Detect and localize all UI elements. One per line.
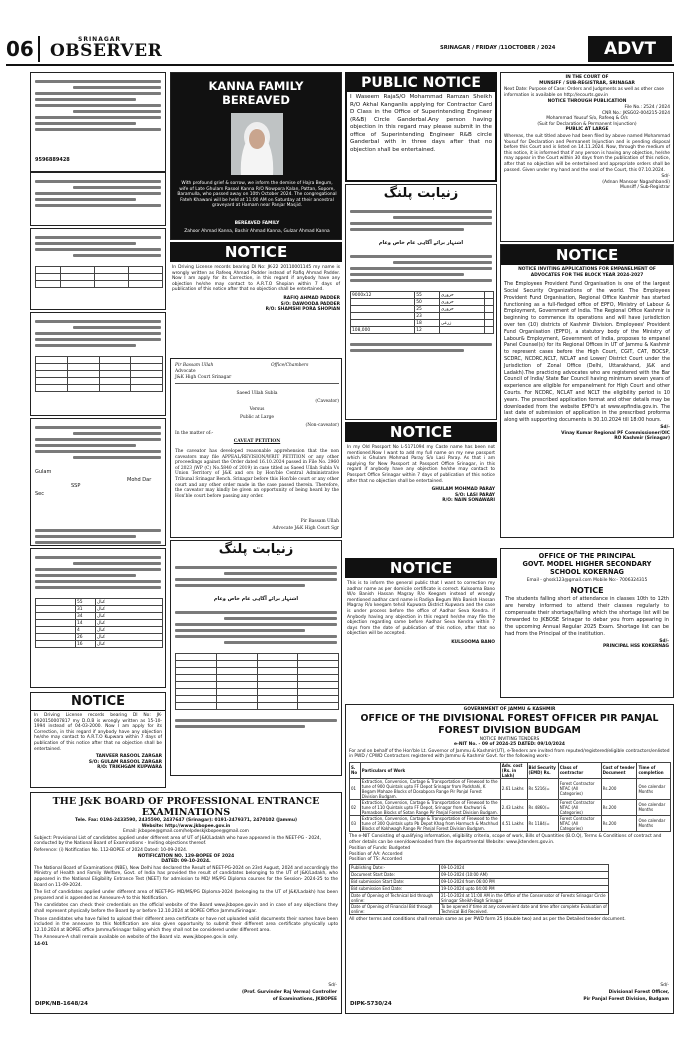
bopee-sign-sd: Sd/- — [328, 983, 337, 988]
file-number: File No.: 2524 / 2024 — [624, 104, 670, 110]
urdu-ad-4-table — [35, 356, 163, 392]
logo-city: SRINAGAR — [78, 36, 122, 43]
public-notice-title: PUBLIC NOTICE — [347, 74, 495, 92]
epfo-subtitle: NOTICE INVITING APPLICATIONS FOR EMPANELMENT OF ADVOCATES FOR THE BLOCK YEAR 2024-2027 — [518, 267, 656, 278]
urdu-ad-4 — [30, 312, 166, 416]
urdu-land-ad — [30, 548, 166, 688]
versus: Versus — [249, 407, 265, 412]
urdu-subhead: اشتہار برائے آگاہی عام خاص وعام — [213, 596, 299, 602]
notice-title: NOTICE — [345, 558, 497, 578]
driving-license-notice — [170, 242, 342, 354]
urdu-ad-1 — [30, 72, 166, 172]
applicant: Mohammad Yousuf S/o, Rafeeq & O/s — [546, 116, 628, 122]
notice-sign-name: TANVEER RASOOL ZARGAR — [95, 754, 162, 760]
court-notice-heading: NOTICE THROUGH PUBLICATION — [547, 99, 627, 105]
inline-sec: Sec — [35, 491, 44, 497]
epfo-sign-office: RO Kashmir (Srinagar) — [614, 436, 670, 442]
bopee-subject: Subject: Provisional List of candidates applied under different area of UT of J&K/Ladakh who have appeared in the NEET-PG - 2024, conducted by the National Board of Examinations - Inviting objections thereof. — [34, 835, 322, 847]
forest-tender-notice — [345, 704, 674, 1014]
school-notice-title: NOTICE — [570, 585, 604, 595]
court-sign-sd: Sd/- — [661, 174, 670, 180]
caveat-body: The caveator has developed reasonable apprehension that the non caveators may file APPEAL/REVISION/WRIT PETITION or any other proceedings against the Order dated 16.10.2024 passed in File No. 2960 of 2023 (WP (C) No.5840 of 2019) in case titled as Saeed Ullah Subla Vs Union Territory of J&K and ors by Hon'ble Central Administrative Tribunal Srinagar Bench. Srinagar before this Hon'ble court or any other court and any other order made in the case passed therein. Therefore, the caveator may kindly be given an opportunity of being heard by the Hon'ble court before passing any order. — [175, 449, 339, 499]
urdu-land-notice-2 — [170, 540, 342, 776]
caveat-heading: CAVEAT PETITION — [233, 439, 281, 444]
office-chambers: Office/Chambers — [271, 363, 309, 368]
urdu-ad-2 — [30, 172, 166, 226]
forest-dipk-code: DIPK-5730/24 — [350, 1001, 392, 1007]
forest-ts: Position of TS: Accorded — [349, 857, 402, 863]
bopee-reference: Reference: (i) Notification No. 112-BOPEE of 2024 Dated: 10-09-2024. — [34, 847, 188, 853]
aadhar-notice — [345, 558, 497, 694]
forest-funds: Position of Funds: Budgeted — [349, 846, 411, 852]
forest-title-2: FOREST DIVISION BUDGAM — [438, 724, 581, 736]
urdu-land-table-1: 9000x12 55 حروری 50 حروری 25 حروری 23 18 زرعی 108,000 12 — [350, 291, 494, 334]
bopee-ref-no: 14-01 — [34, 941, 49, 947]
forest-tender-table: S. No Particulars of Work Adv. cost (Rs. in Lakh) Bid Security (EMD) Rs. Class of contractor Cost of tender Document Time of completion 01 Extraction, Conversion, Cartage & Transportation of Firewood to the tune of 900 Quintals upto FF Depot Srinagar from Padshahi, K Begam Mahaze Blocks of Dosabpora Range Pir Panjal Forest Division Budgam. 2.61 Lakhs Rs 5216/= Forest Contractor NTAC (All Categories) Rs.200 One calendar Months 02 Extraction, Conversion, Cartage & Transportation of Firewood to the tune of 110 Quintals upto FF Depot, Srinagar from Kachwari & Pamasbon Blocks of Sotan Range Pir Panjal Forest Division Budgam. 2.43 Lakhs Rs 4860/= Forest Contractor NTAC (All Categories) Rs.200 One calendar Months 03 Extraction, Conversion, Cartage & Transportation of Firewood to the tune of 300 Quintals upto Pb Depot Khag from Harmuch & Machhud Blocks of Kokhwagh Range Pir Panjal Forest Division Budgam. 4.51 Lakhs Rs 1184/= Forest Contractor NTAC (All Categories) Rs.200 One calendar Months — [349, 762, 671, 832]
notice-body: This is to inform the general public that I want to correction my aadhar name as per domicile certificate is correct. Kulsooma Bano W/o Banish Hassan Magray R/o Keegam instead of wrongly mentioned aadhar card name is Radiya Begum W/o Banish Hassan Magray R/o keegam tehsil Kupwara District Kupwara and the case is under process before the office of Aadhar Seva Kendra. if Anybody having any objection in this regard he/she may file the objection regarding same before Aadhar Seva Kendra within 7 days from the date of publication of this notice, after that no objection will be accepted. — [347, 581, 495, 637]
epfo-sign-sd: Sd/- — [660, 424, 670, 430]
munsiff-court-notice — [500, 72, 674, 242]
advocate-court: J&K High Court Srinagar — [175, 375, 232, 380]
caveator-name: Saeed Ullah Subla — [236, 391, 278, 396]
school-head-1: OFFICE OF THE PRINCIPAL — [538, 552, 636, 560]
court-body: Whereas, the suit titled above had been filed by above named Mohammad Yousuf for Declaration and Permanent Injunction and is pending disposal before this Court and is listed on 14.11.2024. Now, through the medium of this notice, it is informed that if any person is having any objection, he/she may appear in the Court within 30 days from the publication of this notice, after that no objection will be entertained and appropriate orders shall be passed. Given under my hand and the seal of the Court, this 07.10.2024. — [504, 133, 670, 173]
court-sign-title: Munsiff / Sub-Registrar — [620, 185, 670, 191]
cnr-number: CNR No.: JKSG02-004215-2024 — [601, 110, 670, 116]
notice-body: In Driving License records bearing DI No: JK-22 20110001145 my name is wrongly written as Rafeeq Ahmad Padder instead of Rafiq Ahmad Padder. Now I am apply for its Correction, in this regard if anybody have any objection he/she may contact to A.R.T.O Shopian within 7 days of publication of this notice after that no objection shall be entertained. — [172, 265, 340, 293]
inline-ssp: SSP — [71, 483, 81, 489]
obituary-body: With profound grief & sorrow, we inform the demise of Hajra Begum, wife of Late Ghulam Rasool Kanna R/O Nowpora Kalan, Pattan, Sopore, Baramulla, who passed away on 10th October 2024. The congregational Fateh Khawani will be held at 11:00 AM on Saturday at their ancestral graveyard at Hamam near Panjar Masjid. — [177, 181, 337, 209]
obituary-title-1: KANNA FAMILY — [208, 79, 304, 93]
dateline: SRINAGAR / FRIDAY /11OCTOBER / 2024 — [440, 45, 556, 51]
obituary-label: BEREAVED FAMILY — [234, 221, 280, 226]
bopee-sign-name: (Prof. Gurvinder Raj Verma) Controller — [241, 990, 337, 995]
bopee-title: THE J&K BOARD OF PROFESSIONAL ENTRANCE EXAMINATIONS — [52, 796, 320, 818]
notice-sign-name: GHULAM MOHMAD PARAY — [431, 487, 495, 493]
bopee-notif-no: NOTIFICATION NO. 129-BOPEE OF 2024 — [137, 853, 235, 859]
notice-sign-parent: S/O: LASI PARAY — [454, 492, 495, 498]
urdu-land-table: 55 کنال 31 کنال 34 کنال 14 کنال 4 کنال 26 کنال 16 کنال — [35, 598, 163, 648]
school-notice — [500, 548, 674, 698]
respondent-role: (Non-caveator) — [305, 423, 339, 428]
court-title-2: MUNSIFF / SUB-REGISTRAR, SRINAGAR — [539, 80, 635, 86]
notice-sign-name: KULSOOMA BANO — [451, 639, 495, 645]
notice-sign-address: R/O: TRIKHGAM KUPWARA — [97, 765, 162, 771]
school-sign-name: PRINCIPAL HSS KOKERNAG — [602, 644, 669, 650]
notice-sign-name: RAFIQ AHMAD PADDER — [283, 295, 340, 301]
urdu-ad-3 — [30, 228, 166, 310]
notice-sign-parent: S/O: DAWOODA PADDER — [280, 301, 340, 307]
forest-note: All other terms and conditions shall remain same as per PWD form 25 (double two) and as per the Detailed tender document. — [349, 916, 626, 922]
suit-type: (Suit for Declaration & Permanent Injunction) — [537, 121, 637, 127]
caveat-sign-name: Pir Bassam Ullah — [300, 519, 339, 524]
bopee-sign-title: of Examinations, JKBOPEE — [272, 997, 337, 1002]
public-notice — [345, 72, 497, 182]
forest-dates-table: Publishing Date:- 09-10-2024 Document Start Date: 09-10-2024 (10:00 AM) Bid submission Start Date: 09-10-2024 from 06:00 PM Bid submission End Date: 19-10-2024 upto 04:00 PM Date of Opening of Technical bid through online: 21-10-2024 at 11:00 AM in the Office of the Conservator of Forests Srinagar Circle Srinagar Sheikh-Bagh Srinagar Date of Opening of Financial Bid through online: To be opened if time at any convenient date and time after complete Evaluation of Technical Bid Received. — [351, 865, 607, 914]
respondent: PUBLIC AT LARGE — [565, 127, 609, 133]
forest-sign-division: Pir Panjal Forest Division, Budgam — [583, 997, 669, 1002]
urdu-land-notice-1 — [345, 184, 497, 420]
bopee-para-5: The Annexure-A shall remain available on website of the Board viz. www.jkbopee.gov.in only. — [34, 935, 238, 941]
court-sign-name: (Adnan Mansoor Nagashbandi) — [602, 179, 670, 185]
phone-number: 9596889428 — [35, 157, 70, 163]
bopee-notification — [30, 792, 342, 1014]
section-label: ADVT — [588, 36, 672, 62]
urdu-notice-title: زنیابت پلنگ — [218, 542, 294, 557]
obituary-title-2: BEREAVED — [222, 93, 290, 107]
notice-sign-parent: S/O: GULAM RASOOL ZARGAR — [88, 759, 162, 765]
forest-subtitle: NOTICE INVITING TENDERS — [479, 736, 540, 742]
caveator-role: (Caveator) — [315, 399, 339, 404]
forest-title-1: OFFICE OF THE DIVISIONAL FOREST OFFICER PIR PANJAL — [360, 712, 659, 724]
inline-name: Gulam — [35, 469, 52, 475]
obituary-ad — [170, 72, 342, 240]
school-head-2: GOVT. MODEL HIGHER SECONDARY — [522, 560, 652, 568]
urdu-notice-title: زنیابت پلنگ — [383, 186, 459, 201]
bopee-para-4: Those candidates who have failed to upload their different area certificate or have not uploaded valid documents their names have been included in the annexure to this Notification are also given opportunity to submit their different area certificate physically upto 12.10.2024 at BOPEE office Jammu/Srinagar failing which they shall not be considered under different area. — [34, 916, 338, 933]
forest-sign-sd: Sd/- — [660, 983, 669, 988]
urdu-ad-5 — [30, 418, 166, 546]
bopee-notif-date: DATED: 09-10-2024. — [161, 859, 211, 865]
portrait-photo — [231, 113, 283, 175]
forest-sign-title: Divisional Forest Officer, — [608, 990, 669, 995]
matter-label: In the matter of:- — [175, 431, 214, 436]
epfo-notice — [500, 244, 674, 538]
notice-title: NOTICE — [170, 242, 342, 262]
driving-license-notice-2 — [30, 692, 166, 788]
advocate-title: Advocate — [175, 369, 196, 374]
advocate-name: Pir Bassam Ullah — [175, 363, 214, 368]
header-rule — [6, 64, 674, 66]
notice-sign-address: R/O: NAIN SONAWARI — [442, 498, 495, 504]
bopee-para-3: The candidates can check their credentials on the official website of the Board www.jkbopee.gov.in and in case of any objections they shall represent physically before the Board by or before 12.10.2024 at BOPEE Office Jammu/Srinagar. — [34, 903, 338, 914]
epfo-body: The Employees Provident Fund Organisation is one of the largest Social Security Organizations of the world. The Employees Provident Fund Organisation, Regional Office Kashmir has started functioning as a full-fledged office of EPFO, Ministry of Labour & Employment, Government of India. The Regional Office Kashmir is beginning to commence its operations and will have jurisdiction over ten (10) districts of Kashmir Division. Employees' Provident Fund Organisation (EPFO), a statutory body of the Ministry of Labour& Employment, Government of India, proposes to empanel Panel Counsel(s) for its Regional Offices in UT of Jammu & Kashmir to represent cases before the High Court, CGIT, CAT, BOCSP, SCDRC, NCDRC,NCLT, NCLAT and Lower/ District Court under the Jurisdiction of Zonal Office (Delhi, Uttarakhand, J&K and Ladakh).The practicing advocates who are registered with the Bar Council of India/ State Bar Council having minimum seven years of experience are eligible for empanelment for High Court and other Courts. For NCDRC, NCLAT and NCLT the eligibility period is 10 years. The prescribed application format and other details may be downloaded from the website EPFO's at www.epfindia.gov.in. The last date of submission of application in the prescribed proforma along with supporting documents is 30.10.2024 till 18:00 hours. — [504, 281, 670, 424]
passport-notice — [345, 422, 497, 552]
bopee-para-2: The list of candidates applied under different area of NEET-PG- MD/MS/PG Diploma-2024 (belonging to the UT of J&K/Ladakh) has been prepared and is appended as Annexure-A to this Notification. — [34, 890, 338, 901]
court-info: Next Date: Purpose of Case: Orders and Judgments as well as other case information is available on http://ecourts.gov.in — [504, 87, 664, 98]
school-sign-sd: Sd/- — [659, 638, 669, 644]
urdu-ad-3-table — [35, 266, 163, 288]
bopee-website: Website: http://www.jkbopee.gov.in — [141, 823, 231, 829]
bopee-contact: Tele. Fax: 0194-2433590, 2435590, 2437647 (Srinagar): 0191-2479371, 2470102 (Jammu) — [75, 818, 297, 823]
notice-title: NOTICE — [345, 422, 497, 442]
bopee-email: Email: jkbopee@gmail.com/helpdeskjkbopee@gmail.com — [123, 829, 249, 835]
forest-nit: e-NIT No. - 09 of 2024-25 DATED: 09/10/2024 — [454, 742, 565, 748]
bopee-para-1: The National Board of Examinations (NBE), New Delhi has declared the Result of NEET-PG-2024 on 23rd August, 2024 and accordingly the Ministry of Health and Family Welfare, Govt. of India has provided the result of candidates belonging to the UT of J&K/Ladakh, who appeared in the National Eligibility Entrance Test (NEET) for admission to MD/ MS/PG Diploma courses for the Session- 2024-25 to the Board on 11-09-2024. — [34, 865, 338, 888]
school-contact: Email - ghssk123@gmail.com Mobile No:- 7006324315 — [526, 578, 648, 583]
notice-body: In Driving License records bearing DI No: JK-0920150007817 my D.O.B is wrongly written as 15-10-1994 instead of 04-03-2000. Now I am apply for its Correction, in this regard if anybody have any objection he/she may contact to A.R.T.O Kupwara within 7 days of publication of this notice after that no objection shall be entertained. — [34, 713, 162, 752]
caveat-sign-title: Advocate J&K High Court Sgr — [272, 526, 339, 531]
urdu-land-table-2 — [175, 653, 339, 710]
page-number: 06 — [6, 36, 40, 62]
notice-body: In my Old Passport No L-5171094 my Caste name has been not mentioned.Now I want to add my full name on my new passport which is Ghulam Mohmad Paray S/o Lasi Paray. As that i am applying for New Passport at Passport Office Srinagar, in this regard if anybody have any objection he/she may contact to Passport Office Srinagar within 7 days of publication of this notice after that no objection shall be entertained. — [347, 445, 495, 484]
urdu-subhead: اشتہار برائے آگاہی عام خاص وعام — [378, 240, 464, 246]
bopee-dipk-code: DIPK/NB-1648/24 — [35, 1001, 88, 1007]
epfo-sign-name: Vinay Kumar Regional PF Commissioner/OIC — [561, 430, 670, 436]
notice-sign-address: R/O: SHAMSHI PORA SHOPIAN — [265, 307, 340, 313]
forest-intro: For and on behalf of the Hon'ble Lt. Governor of Jammu & Kashmir(UT), e-Tenders are invited from reputed/registered/eligible contractors/enlisted in PWD / CPWD Contractors registered with Jammu & Kashmir Govt. for the following work:- — [349, 748, 670, 760]
court-title-1: IN THE COURT OF — [565, 75, 609, 80]
forest-gov: GOVERNMENT OF JAMMU & KASHMIR — [463, 707, 556, 712]
forest-aa: Position of AA: Accorded — [349, 851, 403, 857]
obituary-names: Zahoor Ahmad Kanna, Bashir Ahmad Kanna, Gulzar Ahmad Kanna — [184, 229, 330, 234]
public-notice-body: I Waseem RajaS/O Mohammad Ramzan Sheikh R/O Akhal Kanganlis applying for Contractor Card D Class in the Office of Superintending Engineer (R&B) Circle Ganderbal.Any person having objection in this regard may please submit in the office of Superintending Engineer R&B circle Ganderbal with in three days after that no objection shall be entertained. — [350, 94, 492, 153]
school-head-3: SCHOOL KOKERNAG — [550, 568, 624, 576]
respondent-name: Public at Large — [239, 415, 275, 420]
caveat-petition — [170, 358, 342, 538]
masthead-logo: OBSERVER — [50, 41, 163, 61]
notice-title: NOTICE — [501, 245, 673, 265]
forest-terms: The e-NIT Consisting of qualifying information, eligibility criteria, scope of work, Bills of Quantities (B.O.Q), Terms & Conditions of contract and other details can be seen/downloaded from the departmental Website: www.jktenders.gov.in. — [349, 833, 662, 845]
school-body: The students falling short of attendance in classes 10th to 12th are hereby informed to attend their classes regularly to compensate their shortage/failing which the shortage list will be forwarded to JKBOSE Srinagar to debar you from appearing in the upcoming Annual Regular 2025 Exam. Shortage list can be had from the Principal of the institution. — [505, 595, 669, 637]
notice-title: NOTICE — [31, 693, 165, 711]
inline-name-2: Mohd Dar — [127, 477, 152, 483]
